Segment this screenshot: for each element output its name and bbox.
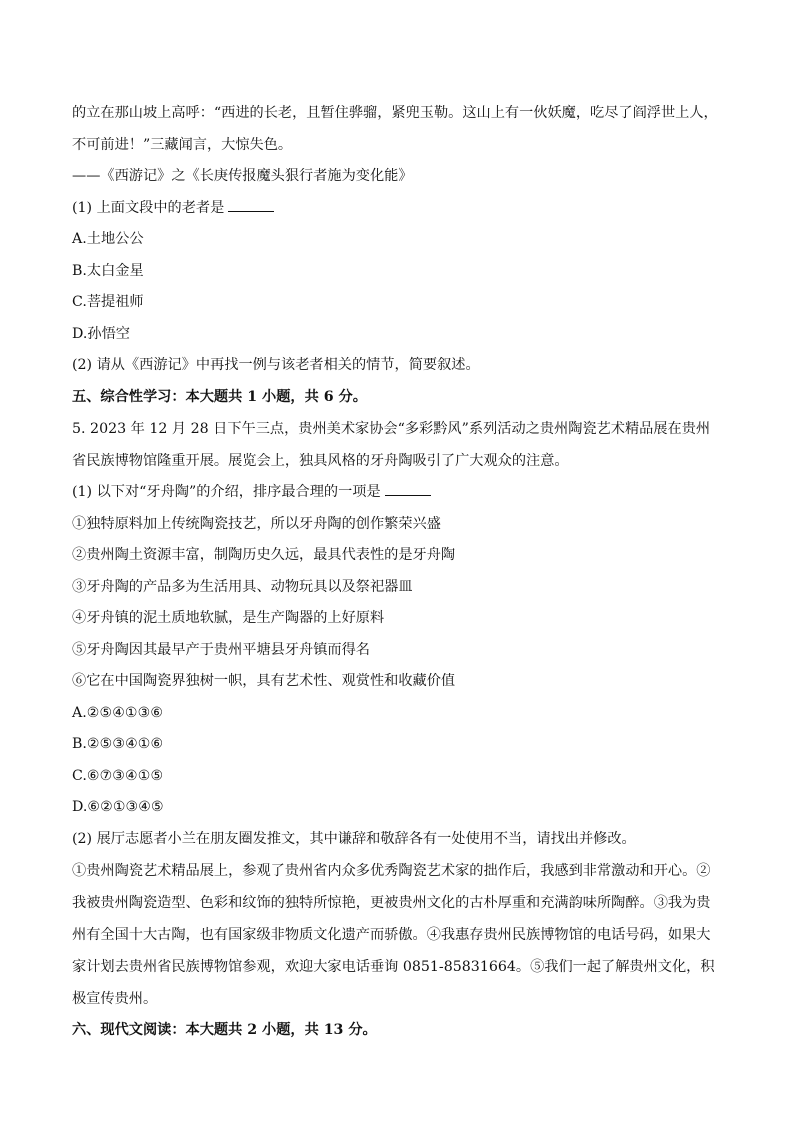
q4-sub1-text: (1) 上面文段中的老者是 (72, 199, 225, 216)
q4-option-c: C.菩提祖师 (72, 294, 144, 310)
answer-blank[interactable] (228, 197, 274, 212)
q5-option-d: D.⑥②①③④⑤ (72, 799, 164, 815)
passage-line-1: 的立在那山坡上高呼：“西进的长老，且暂住骅骝，紧兜玉勒。这山上有一伙妖魔，吃尽了阎浮世上人， (72, 105, 718, 121)
q5-statement-5: ⑤牙舟陶因其最早产于贵州平塘县牙舟镇而得名 (72, 641, 370, 658)
q4-option-b: B.太白金星 (72, 262, 144, 279)
passage-line-2: 不可前进！”三藏闻言，大惊失色。 (72, 136, 293, 153)
q5-sub1 (72, 477, 722, 509)
q5-statement-3: ③牙舟陶的产品多为生活用具、动物玩具以及祭祀器皿 (72, 578, 413, 595)
answer-blank[interactable] (385, 481, 431, 496)
q5-statement-1: ①独特原料加上传统陶瓷技艺，所以牙舟陶的创作繁荣兴盛 (72, 515, 441, 532)
q5-statement-4: ④牙舟镇的泥土质地软腻，是生产陶器的上好原料 (72, 610, 385, 626)
q5-option-b: B.②⑤③④①⑥ (72, 736, 164, 752)
q5-option-a: A.②⑤④①③⑥ (72, 704, 164, 721)
q5-statement-2: ②贵州陶土资源丰富，制陶历史久远，最具代表性的是牙舟陶 (72, 547, 456, 563)
q5-intro: 5. 2023 年 12 月 28 日下午三点，贵州美术家协会“多彩黔风”系列活动之贵州陶瓷艺术精品展在贵州省民族博物馆隆重开展。展览会上，独具风格的牙舟陶吸引了广大观众的注意。 (72, 421, 711, 469)
q5-sub1-text: (1) 以下对“牙舟陶”的介绍，排序最合理的一项是 (72, 484, 381, 500)
q4-sub2: (2) 请从《西游记》中再找一例与该老者相关的情节，简要叙述。 (72, 357, 480, 373)
q4-option-d: D.孙悟空 (72, 325, 130, 342)
section6-heading: 六、现代文阅读：本大题共 2 小题，共 13 分。 (72, 1022, 377, 1038)
q5-post: ①贵州陶瓷艺术精品展上，参观了贵州省内众多优秀陶瓷艺术家的拙作后，我感到非常激动和开心。②我被贵州陶瓷造型、色彩和纹饰的独特所惊艳，更被贵州文化的古朴厚重和充满韵味所陶醉。③我为贵州有全国十大古陶，也有国家级非物质文化遗产而骄傲。④我惠存贵州民族博物馆的电话号码，如果大家计划去贵州省民族博物馆参观，欢迎大家电话垂询 0851-85831664。⑤我们一起了解贵州文化，积极宣传贵州。 (72, 863, 715, 1007)
passage-source: ——《西游记》之《长庚传报魔头狠行者施为变化能》 (72, 168, 413, 184)
q4-option-a: A.土地公公 (72, 231, 144, 247)
page-content (72, 98, 722, 1047)
q4-sub1 (72, 193, 722, 225)
q5-option-c: C.⑥⑦③④①⑤ (72, 767, 164, 784)
section5-heading: 五、综合性学习：本大题共 1 小题，共 6 分。 (72, 388, 367, 405)
q5-sub2: (2) 展厅志愿者小兰在朋友圈发推文，其中谦辞和敬辞各有一处使用不当，请找出并修改。 (72, 830, 636, 847)
q5-statement-6: ⑥它在中国陶瓷界独树一帜，具有艺术性、观赏性和收藏价值 (72, 673, 456, 689)
